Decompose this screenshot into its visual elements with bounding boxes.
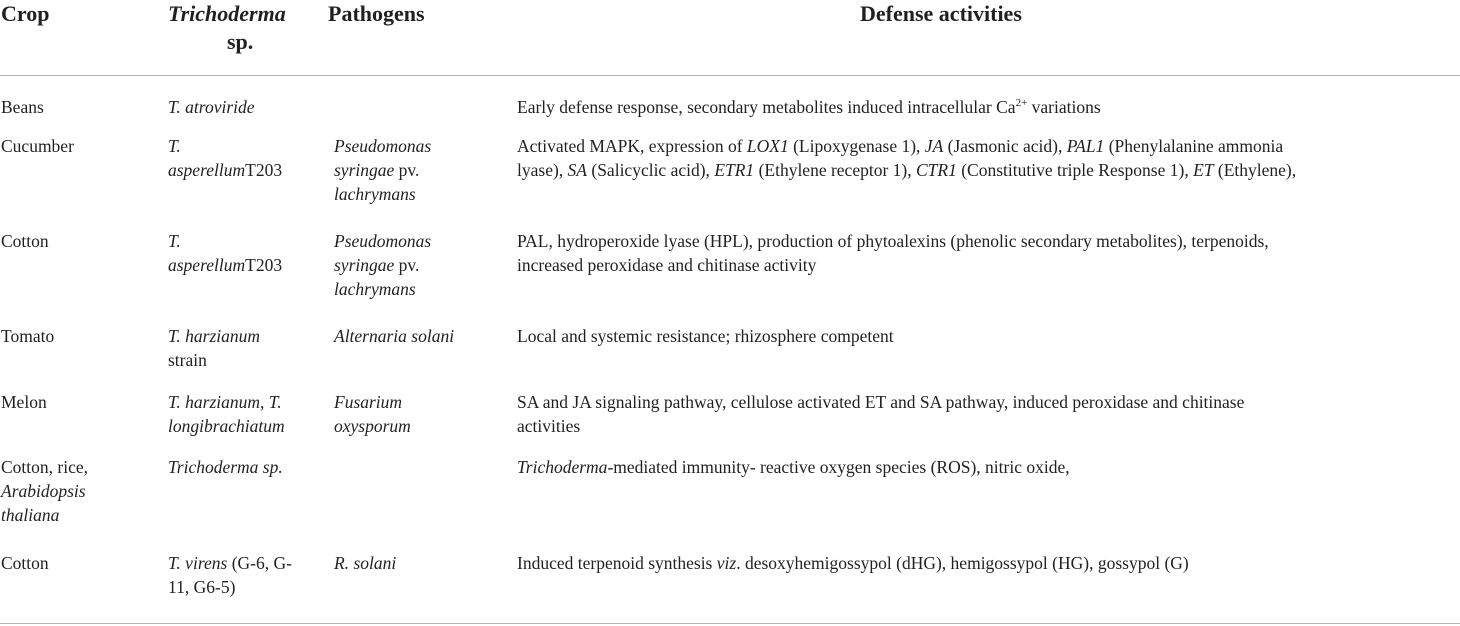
row-cotton-virens-pathogen: R. solani [334, 553, 397, 573]
row-melon-defense: SA and JA signaling pathway, cellulose activated ET and SA pathway, induced peroxidase and chitinase activities [517, 392, 1245, 436]
header-crop: Crop [1, 1, 50, 26]
header-rule [0, 75, 1460, 76]
row-beans-crop: Beans [1, 97, 44, 117]
row-cotton-pathogen: Pseudomonas syringae pv. lachrymans [334, 231, 432, 299]
row-cucumber-crop: Cucumber [1, 136, 74, 156]
row-melon-trichoderma: T. harzianum, T. longibrachiatum [168, 392, 285, 436]
row-tomato-defense: Local and systemic resistance; rhizosphere competent [517, 326, 894, 346]
row-beans-defense: Early defense response, secondary metabolites induced intracellular $Ca^{2+}$ variations [517, 97, 1101, 117]
row-cotton-rice-trichoderma: Trichoderma sp. [168, 457, 283, 477]
row-cotton-trichoderma: T. asperellumT203 [168, 231, 283, 275]
row-cotton-crop: Cotton [1, 231, 49, 251]
row-tomato-trichoderma: T. harzianum strain [168, 326, 261, 370]
header-pathogens: Pathogens [328, 1, 425, 26]
row-cucumber-trichoderma: T. asperellumT203 [168, 136, 283, 180]
row-tomato-pathogen: Alternaria solani [334, 326, 455, 346]
row-cucumber-pathogen: Pseudomonas syringae pv. lachrymans [334, 136, 432, 204]
header-trichoderma-sp: sp. [227, 29, 254, 54]
row-cotton-rice-defense: Trichoderma-mediated immunity- reactive oxygen species (ROS), nitric oxide, [517, 457, 1070, 477]
row-cotton-virens-crop: Cotton [1, 553, 49, 573]
row-cucumber-defense: Activated MAPK, expression of LOX1 (Lipoxygenase 1), JA (Jasmonic acid), PAL1 (Phenylalanine ammonia lyase), SA (Salicyclic acid), ETR1 (Ethylene receptor 1), CTR1 (Constitutive triple Response 1), ET (Ethylene), [517, 136, 1297, 180]
row-tomato-crop: Tomato [1, 326, 55, 346]
row-cotton-virens-trichoderma: T. virens (G-6, G- 11, G6-5) [168, 553, 292, 597]
row-cotton-rice-crop: Cotton, rice, Arabidopsis thaliana [1, 457, 88, 525]
row-cotton-defense: PAL, hydroperoxide lyase (HPL), production of phytoalexins (phenolic secondary metabolites), terpenoids, increased peroxidase and chitinase activity [517, 231, 1269, 275]
header-trichoderma: Trichoderma [168, 1, 286, 26]
table-bottom-rule [0, 623, 1460, 624]
row-cotton-virens-defense: Induced terpenoid synthesis viz. desoxyhemigossypol (dHG), hemigossypol (HG), gossypol (G) [517, 553, 1189, 573]
row-melon-pathogen: Fusarium oxysporum [334, 392, 411, 436]
row-beans-trichoderma: T. atroviride [168, 97, 255, 117]
header-defense-activities: Defense activities [860, 1, 1022, 26]
row-melon-crop: Melon [1, 392, 47, 412]
